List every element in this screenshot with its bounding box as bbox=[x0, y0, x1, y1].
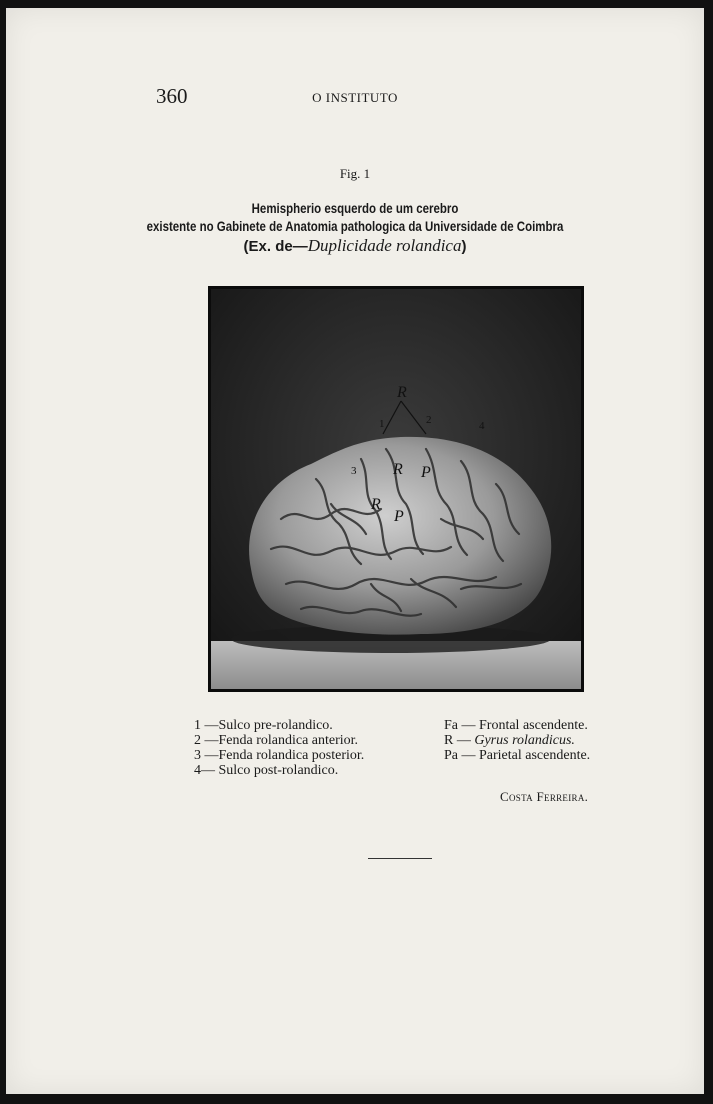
end-rule bbox=[368, 858, 432, 859]
legend-fa-text: Frontal ascendente. bbox=[479, 718, 588, 733]
figure-caption-line-1: Hemispherio esquerdo de um cerebro bbox=[251, 200, 459, 216]
marker-r-upper: R bbox=[393, 461, 403, 478]
legend-r-sep: — bbox=[453, 733, 475, 748]
marker-p-lower: P bbox=[394, 508, 404, 525]
figure-caption-line-2: existente no Gabinete de Anatomia pathologica da Universidade de Coimbra bbox=[146, 218, 564, 234]
book-page bbox=[6, 8, 704, 1094]
legend-pa bbox=[444, 748, 590, 763]
figure-caption-line-3 bbox=[6, 236, 704, 256]
page-number: 360 bbox=[156, 84, 188, 108]
caption-ex-prefix: (Ex. de— bbox=[243, 238, 308, 255]
caption-close: ) bbox=[461, 238, 467, 255]
marker-1: 1 bbox=[379, 418, 385, 430]
legend-fa-sep: — bbox=[458, 718, 479, 733]
legend-pa-text: Parietal ascendente. bbox=[479, 748, 591, 763]
legend-left bbox=[194, 718, 364, 778]
caption-italic-term: Duplicidade rolandica bbox=[307, 236, 462, 255]
legend-r-symbol: R bbox=[444, 733, 454, 748]
legend-item-3: 3 —Fenda rolandica posterior. bbox=[194, 748, 365, 763]
legend-right bbox=[444, 718, 590, 763]
legend-fa bbox=[444, 718, 590, 733]
figure-label: Fig. 1 bbox=[339, 166, 371, 181]
legend-item-4: 4— Sulco post-rolandico. bbox=[194, 763, 339, 778]
marker-3: 3 bbox=[351, 465, 357, 477]
legend-pa-symbol: Pa bbox=[444, 748, 458, 763]
marker-r-lower: R bbox=[371, 496, 381, 513]
legend-pa-sep: — bbox=[458, 748, 479, 763]
marker-2: 2 bbox=[426, 414, 432, 426]
legend-item-1: 1 —Sulco pre-rolandico. bbox=[194, 718, 333, 733]
brain-illustration bbox=[211, 289, 581, 689]
legend-item-2: 2 —Fenda rolandica anterior. bbox=[194, 733, 359, 748]
marker-4: 4 bbox=[479, 420, 485, 432]
legend-r bbox=[444, 733, 590, 748]
running-title: O INSTITUTO bbox=[312, 90, 398, 105]
legend-r-text: Gyrus rolandicus. bbox=[474, 733, 575, 748]
marker-r-top: R bbox=[397, 384, 407, 401]
legend-fa-symbol: Fa bbox=[444, 718, 458, 733]
marker-p-upper: P bbox=[421, 464, 431, 481]
author-signature: Costa Ferreira. bbox=[500, 789, 589, 804]
brain-photograph bbox=[208, 286, 584, 692]
